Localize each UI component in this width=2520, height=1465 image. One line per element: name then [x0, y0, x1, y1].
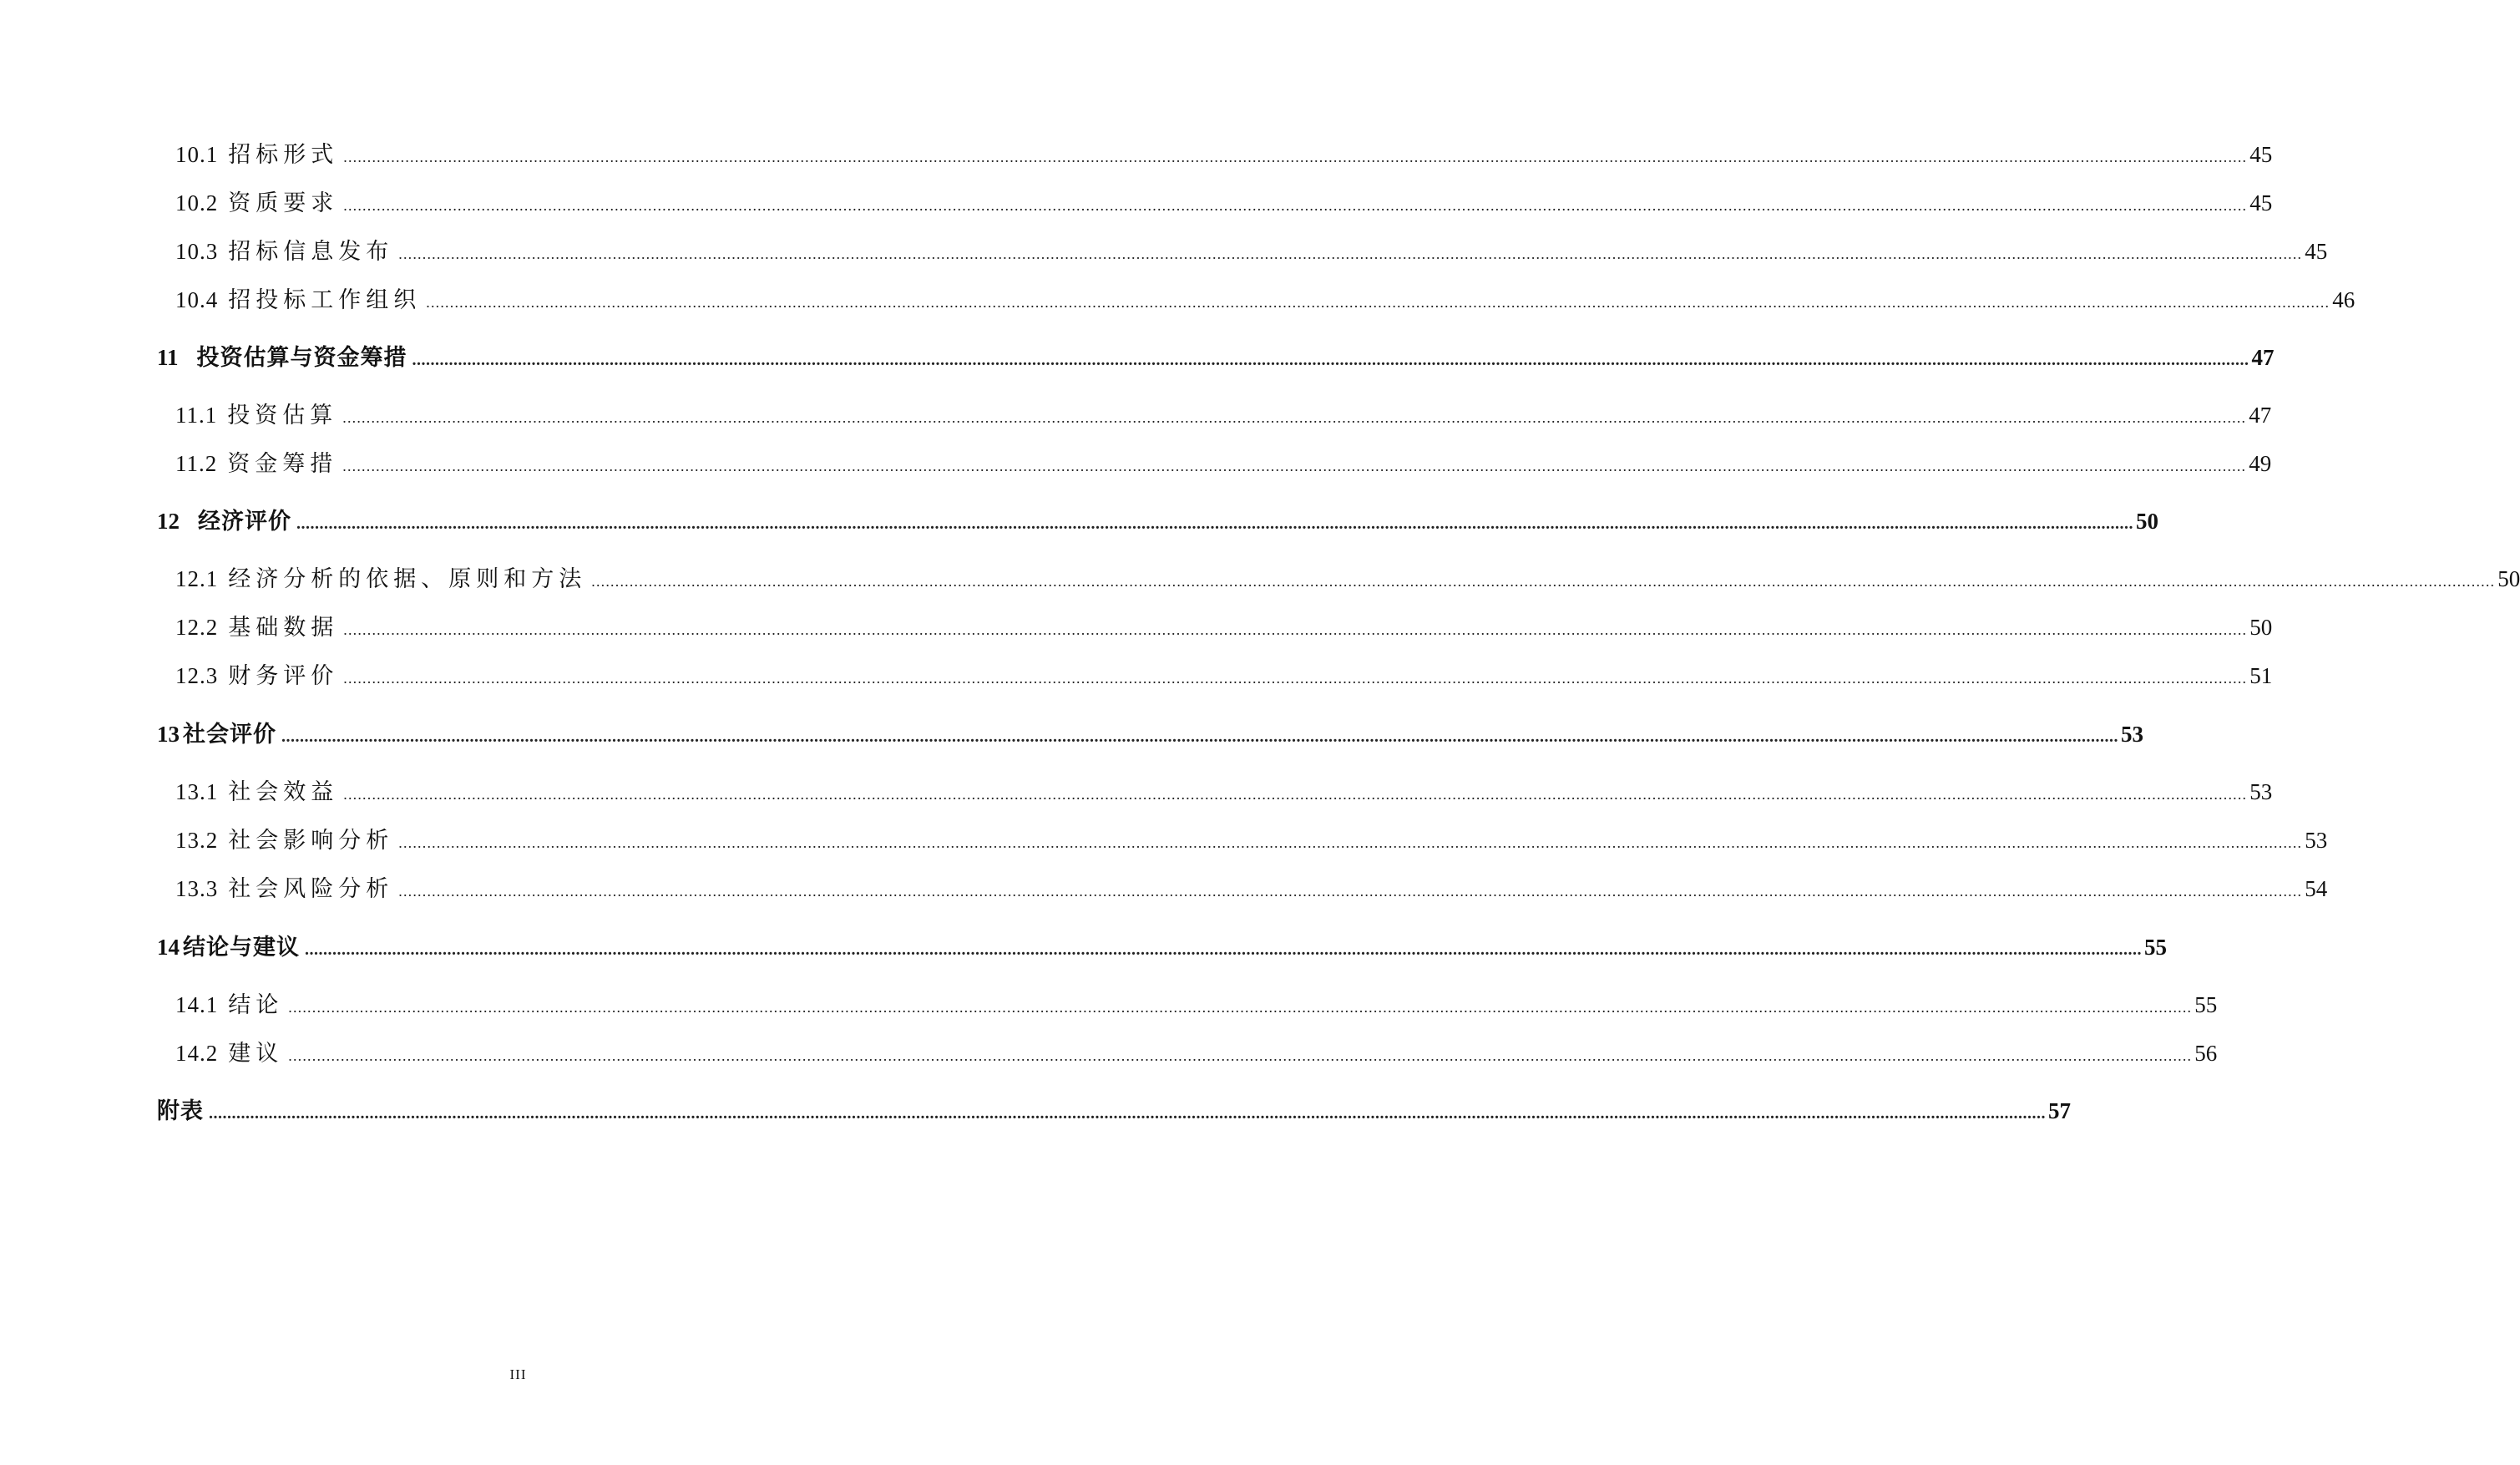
toc-entry-12-2[interactable] — [175, 609, 2273, 641]
toc-entry-number: 12.3 — [175, 663, 219, 688]
toc-entry-title: 招标信息发布 — [228, 239, 394, 264]
toc-dot-leader: ................................................................................................................................................................................................................................................................................................................................................................................................................ — [281, 727, 2118, 746]
toc-entry-14-1[interactable] — [175, 986, 2218, 1019]
toc-entry-title: 附表 — [157, 1098, 204, 1123]
toc-chapter-14[interactable] — [157, 929, 2167, 961]
toc-entry-title: 社会效益 — [228, 779, 339, 804]
toc-entry-page: 47 — [2249, 403, 2272, 428]
toc-entry-page: 55 — [2194, 992, 2218, 1017]
toc-entry-number: 12.1 — [175, 566, 219, 591]
toc-entry-page: 53 — [2121, 722, 2143, 747]
toc-entry-title: 投资估算 — [227, 403, 338, 428]
toc-entry-page: 47 — [2251, 345, 2275, 370]
toc-entry-page: 50 — [2136, 509, 2158, 534]
toc-entry-number: 10.2 — [175, 190, 219, 215]
toc-dot-leader: ................................................................................................................................................................................................................................................................................................................................................................................................................ — [288, 1047, 2193, 1064]
toc-entry-number: 11.2 — [175, 451, 218, 476]
toc-entry-page: 45 — [2305, 239, 2328, 264]
toc-entry-title: 结论与建议 — [183, 935, 300, 960]
toc-entry-11-1[interactable] — [175, 397, 2272, 429]
toc-entry-page: 56 — [2194, 1041, 2218, 1066]
toc-entry-number: 11 — [157, 345, 179, 370]
toc-entry-page: 45 — [2249, 190, 2273, 215]
toc-dot-leader: ................................................................................................................................................................................................................................................................................................................................................................................................................ — [288, 999, 2193, 1016]
toc-entry-11-2[interactable] — [175, 445, 2272, 478]
toc-dot-leader: ................................................................................................................................................................................................................................................................................................................................................................................................................ — [398, 883, 2303, 900]
toc-entry-number: 12 — [157, 509, 180, 534]
toc-entry-title: 建议 — [228, 1041, 284, 1066]
toc-dot-leader: ................................................................................................................................................................................................................................................................................................................................................................................................................ — [342, 458, 2247, 474]
toc-entry-12-3[interactable] — [175, 657, 2273, 690]
toc-entry-title: 经济分析的依据、原则和方法 — [228, 566, 587, 591]
toc-entry-title: 社会影响分析 — [228, 828, 394, 853]
toc-entry-number: 12.2 — [175, 615, 219, 640]
toc-entry-page: 49 — [2249, 451, 2272, 476]
toc-dot-leader: ................................................................................................................................................................................................................................................................................................................................................................................................................ — [209, 1104, 2046, 1123]
toc-dot-leader: ................................................................................................................................................................................................................................................................................................................................................................................................................ — [343, 149, 2248, 165]
toc-entry-title: 经济评价 — [198, 509, 291, 534]
toc-entry-number: 10.3 — [175, 239, 219, 264]
toc-entry-10-1[interactable] — [175, 136, 2273, 169]
toc-dot-leader: ................................................................................................................................................................................................................................................................................................................................................................................................................ — [398, 834, 2303, 851]
toc-entry-12-1[interactable] — [175, 560, 2520, 593]
toc-dot-leader: ................................................................................................................................................................................................................................................................................................................................................................................................................ — [426, 294, 2330, 311]
toc-entry-number: 10.1 — [175, 142, 219, 167]
toc-entry-title: 结论 — [228, 992, 284, 1017]
toc-dot-leader: ................................................................................................................................................................................................................................................................................................................................................................................................................ — [412, 351, 2249, 369]
toc-entry-page: 50 — [2497, 566, 2520, 591]
toc-entry-title: 招标形式 — [228, 142, 339, 167]
toc-entry-page: 54 — [2305, 876, 2328, 901]
toc-entry-13-1[interactable] — [175, 773, 2273, 806]
toc-dot-leader: ................................................................................................................................................................................................................................................................................................................................................................................................................ — [398, 246, 2303, 262]
toc-dot-leader: ................................................................................................................................................................................................................................................................................................................................................................................................................ — [343, 786, 2248, 803]
toc-entry-number: 10.4 — [175, 287, 219, 312]
toc-entry-page: 53 — [2305, 828, 2328, 853]
toc-entry-title: 资金筹措 — [227, 451, 338, 476]
toc-entry-number: 14.2 — [175, 1041, 219, 1066]
toc-entry-number: 13.1 — [175, 779, 219, 804]
toc-entry-page: 45 — [2249, 142, 2273, 167]
toc-entry-page: 55 — [2144, 935, 2167, 960]
toc-entry-title: 基础数据 — [228, 615, 339, 640]
toc-entry-page: 46 — [2332, 287, 2356, 312]
toc-entry-number: 13.3 — [175, 876, 219, 901]
toc-entry-14-2[interactable] — [175, 1035, 2218, 1067]
toc-entry-title: 社会风险分析 — [228, 876, 394, 901]
toc-entry-page: 50 — [2249, 615, 2273, 640]
page-number: III — [509, 1366, 527, 1382]
toc-dot-leader: ................................................................................................................................................................................................................................................................................................................................................................................................................ — [342, 409, 2247, 426]
toc-entry-number: 14 — [157, 935, 180, 960]
toc-entry-number: 13.2 — [175, 828, 219, 853]
toc-entry-title: 资质要求 — [228, 190, 339, 215]
toc-dot-leader: ................................................................................................................................................................................................................................................................................................................................................................................................................ — [305, 940, 2142, 959]
toc-entry-page: 53 — [2249, 779, 2273, 804]
toc-entry-number: 11.1 — [175, 403, 218, 428]
toc-dot-leader: ................................................................................................................................................................................................................................................................................................................................................................................................................ — [591, 573, 2496, 590]
toc-entry-page: 51 — [2249, 663, 2273, 688]
toc-entry-title: 社会评价 — [183, 722, 276, 747]
toc-entry-13-2[interactable] — [175, 822, 2328, 854]
toc-entry-title: 招投标工作组织 — [228, 287, 422, 312]
toc-entry-title: 投资估算与资金筹措 — [196, 345, 407, 370]
toc-entry-10-2[interactable] — [175, 185, 2273, 217]
toc-dot-leader: ................................................................................................................................................................................................................................................................................................................................................................................................................ — [343, 621, 2248, 638]
toc-entry-10-4[interactable] — [175, 281, 2356, 314]
toc-entry-page: 57 — [2048, 1098, 2071, 1123]
toc-entry-title: 财务评价 — [228, 663, 339, 688]
toc-chapter-13[interactable] — [157, 716, 2143, 748]
toc-dot-leader: ................................................................................................................................................................................................................................................................................................................................................................................................................ — [343, 197, 2248, 214]
toc-dot-leader: ................................................................................................................................................................................................................................................................................................................................................................................................................ — [296, 515, 2133, 533]
toc-appendix[interactable] — [157, 1092, 2071, 1125]
toc-dot-leader: ................................................................................................................................................................................................................................................................................................................................................................................................................ — [343, 670, 2248, 687]
toc-entry-13-3[interactable] — [175, 870, 2328, 903]
toc-entry-number: 13 — [157, 722, 180, 747]
toc-chapter-12[interactable] — [157, 503, 2158, 535]
toc-entry-10-3[interactable] — [175, 233, 2328, 266]
toc-chapter-11[interactable] — [157, 339, 2275, 372]
toc-entry-number: 14.1 — [175, 992, 219, 1017]
